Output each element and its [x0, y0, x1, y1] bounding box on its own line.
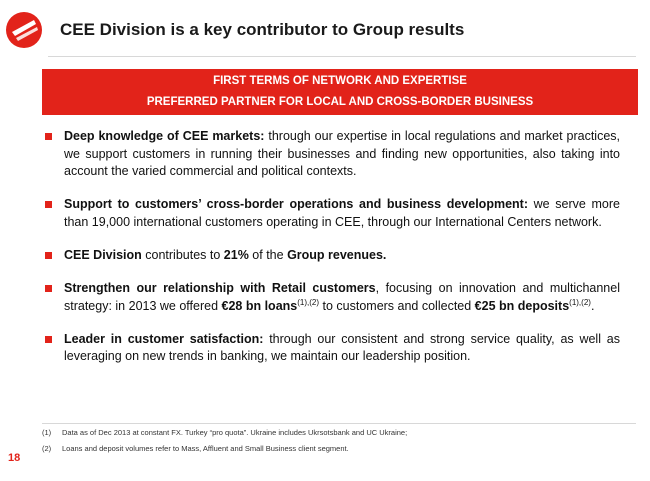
loans-value: €28 bn loans: [221, 298, 298, 313]
bullet-retail-relationship: [42, 280, 620, 315]
bullet-square-icon: [45, 252, 52, 259]
bullet-text: we serve more than 19,000 international customers operating in CEE, through our International Centers network.: [64, 197, 620, 229]
bullet-cross-border: [42, 196, 620, 231]
bullet-emphasis: Group revenues.: [287, 247, 387, 262]
bullet-customer-satisfaction: [42, 331, 620, 366]
footnote-1: [42, 428, 642, 437]
footnote-text: Data as of Dec 2013 at constant FX. Turkey “pro quota”. Ukraine includes Ukrsotsbank and UC Ukraine;: [62, 428, 408, 437]
footnote-ref: (1),(2): [297, 297, 320, 307]
page-number: 18: [8, 452, 21, 464]
footnote-divider: [42, 423, 636, 424]
title-divider: [48, 56, 636, 57]
bullet-square-icon: [45, 336, 52, 343]
footnotes: [42, 428, 642, 460]
bullet-square-icon: [45, 133, 52, 140]
banner-line-2: PREFERRED PARTNER FOR LOCAL AND CROSS-BORDER BUSINESS: [146, 96, 534, 108]
headline-banner: [42, 69, 638, 115]
bullet-heading: CEE Division: [64, 247, 142, 262]
footnote-ref: (1),(2): [569, 297, 591, 307]
bullet-text: contributes to: [141, 247, 224, 262]
bank-logo-icon: [4, 10, 44, 50]
footnote-text: Loans and deposit volumes refer to Mass, Affluent and Small Business client segment.: [62, 444, 349, 453]
page-title: CEE Division is a key contributor to Group results: [60, 20, 465, 39]
bullet-group-revenues: [42, 247, 620, 265]
bullet-heading: Deep knowledge of CEE markets:: [64, 129, 265, 143]
bullet-text: to customers and collected: [319, 298, 475, 313]
bullet-heading: Support to customers’ cross-border operations and business development:: [64, 197, 528, 212]
deposits-value: €25 bn deposits: [474, 298, 570, 313]
banner-line-1: FIRST TERMS OF NETWORK AND EXPERTISE: [213, 75, 467, 87]
bullet-text: .: [590, 298, 595, 313]
bullet-text: , focusing on innovation and multichannel strategy: in 2013 we offered: [64, 281, 620, 313]
bullet-cee-knowledge: [42, 128, 620, 181]
bullet-square-icon: [45, 201, 52, 208]
footnote-number: (2): [42, 444, 52, 453]
bullet-heading: Strengthen our relationship with Retail customers: [64, 281, 376, 296]
bullet-heading: Leader in customer satisfaction:: [64, 331, 264, 346]
footnote-2: [42, 444, 642, 453]
revenue-share-value: 21%: [223, 247, 249, 262]
bullet-text: of the: [248, 247, 288, 262]
bullet-list: [42, 128, 620, 381]
bullet-text: through our consistent and strong service quality, as well as leveraging on new trends in banking, we maintain our leadership position.: [64, 331, 620, 364]
bullet-square-icon: [45, 285, 52, 292]
footnote-number: (1): [42, 428, 52, 437]
bullet-text: through our expertise in local regulations and market practices, we support customers in running their businesses and finding new opportunities, also taking into account the varied commercial and political contexts.: [64, 129, 620, 179]
